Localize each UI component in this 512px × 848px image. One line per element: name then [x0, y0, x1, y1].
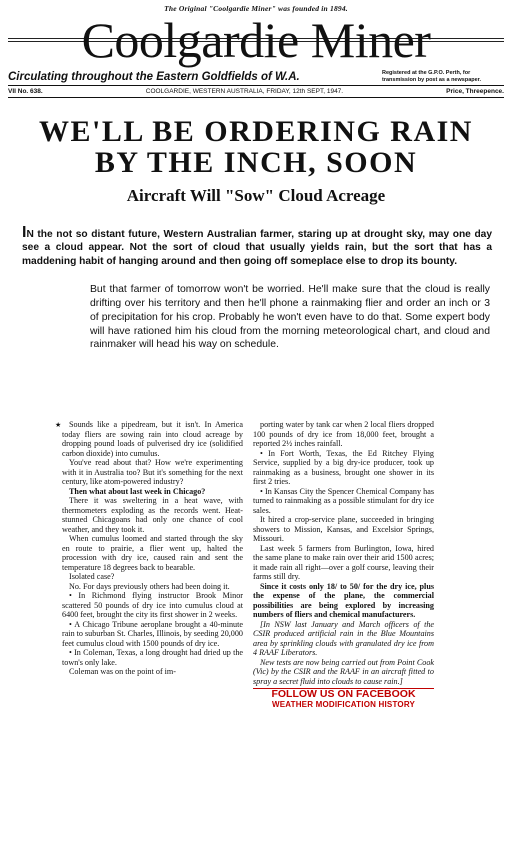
- article-paragraph: Since it costs only 18/ to 50/ for the dry ice, plus the expense of the plane, the commercial possibilities are being explored by increasing numbers of fliers and chemical manufacturers.: [253, 581, 434, 619]
- article-paragraph: When cumulus loomed and started through the sky en route to prairie, a flier went up, halted the procession with dry ice, caused rain and sent the temperature 18 degrees back to bearable.: [62, 534, 243, 572]
- registration-note: Registered at the G.P.O. Perth, for transmission by post as a newspaper.: [382, 70, 482, 83]
- circulation-line: Circulating throughout the Eastern Goldfields of W.A.: [8, 71, 300, 83]
- masthead: [8, 14, 504, 66]
- founded-note: The Original "Coolgardie Miner" was founded in 1894.: [164, 4, 348, 13]
- facebook-banner[interactable]: [253, 688, 434, 709]
- article-paragraph: [In NSW last January and March officers of the CSIR produced artificial rain in the Blue Mountains area by sprinkling clouds with granulated dry ice from 4 RAAF Liberators.: [253, 619, 434, 657]
- article-paragraph: • In Richmond flying instructor Brook Minor scattered 50 pounds of dry ice into cumulus cloud at 6400 feet, brought the city its first shower in 2 weeks.: [62, 591, 243, 619]
- second-paragraph: But that farmer of tomorrow won't be worried. He'll make sure that the cloud is really drifting over his territory and then he'll phone a rainmaking flier and order an inch or 3 of precipitation for his crop. Probably he won't even have to do that. Some expert body will have rationed him his cloud from the morning meteorological chart, and cloud and rainmaker will head his way on schedule.: [90, 284, 490, 351]
- drop-cap: I: [22, 224, 27, 241]
- intro-text: N the not so distant future, Western Australian farmer, staring up at drought sky, may one day see a cloud appear. Not the sort of cloud that usually yields rain, but the sort that has a maddening habit of hanging around and then going off someplace else to drop its bounty.: [22, 229, 492, 267]
- article-paragraph: No. For days previously others had been doing it.: [69, 581, 230, 591]
- article-paragraph: You've read about that? How we're experimenting with it in Australia too? But it's something for the next century, like atom-powered industry?: [62, 458, 243, 486]
- article-paragraph: Coleman was on the point of im-: [69, 667, 176, 676]
- headline: [8, 116, 504, 178]
- subheadline: Aircraft Will "Sow" Cloud Acreage: [126, 186, 386, 205]
- article-paragraph: porting water by tank car when 2 local fliers dropped 100 pounds of dry ice from 18,000 feet, brought a reported 2½ inches rainfall.: [253, 420, 434, 448]
- article-paragraph: It hired a crop-service plane, succeeded in bringing showers to Mission, Kansas, and Excelsior Springs, Missouri.: [253, 515, 434, 543]
- dateline-bar: [8, 86, 504, 98]
- headline-line-1: WE'LL BE ORDERING RAIN: [39, 115, 473, 148]
- intro-paragraph: [22, 226, 492, 268]
- star-icon: ★: [55, 421, 62, 429]
- article-paragraph: There it was sweltering in a heat wave, with thermometers exploding as the records went. Heat-stunned Chicagoans had only one chance of cool weather, and they took it.: [62, 496, 243, 534]
- volume-number: VII No. 638.: [8, 88, 43, 95]
- headline-line-2: BY THE INCH, SOON: [94, 146, 418, 179]
- facebook-follow-text[interactable]: FOLLOW US ON FACEBOOK: [271, 688, 416, 700]
- article-paragraph: • In Coleman, Texas, a long drought had dried up the town's only lake.: [62, 648, 243, 667]
- article-paragraph: New tests are now being carried out from Point Cook (Vic) by the CSIR and the RAAF in an aircraft fitted to spray a secret fluid into clouds to cause rain.]: [253, 657, 434, 686]
- article-paragraph: • A Chicago Tribune aeroplane brought a 40-minute rain to suburban St. Charles, Illinois, by seeding 20,000 feet cumulus cloud with 1500 pounds of dry ice.: [62, 619, 243, 648]
- article-paragraph: Last week 5 farmers from Burlington, Iowa, hired the same plane to make rain over their arid 1500 acres; it made rain all right—over a golf course, leaving their farms still dry.: [253, 543, 434, 581]
- article-columns: [55, 420, 434, 709]
- article-paragraph: Then what about last week in Chicago?: [69, 486, 206, 496]
- article-paragraph: • In Kansas City the Spencer Chemical Company has turned to rainmaking as a possible stimulant for dry ice sales.: [253, 486, 434, 515]
- article-paragraph: Isolated case?: [69, 572, 115, 581]
- price-text: Price, Threepence.: [446, 88, 504, 95]
- circulation-row: [8, 70, 504, 86]
- article-paragraph: Sounds like a pipedream, but it isn't. In America today fliers are sowing rain into cloud acreage by dropping pound loads of pulverised dry ice (solidified carbon dioxide) into cumulus.: [62, 420, 243, 458]
- article-column-right: [253, 420, 434, 709]
- dateline-text: COOLGARDIE, WESTERN AUSTRALIA, FRIDAY, 12th SEPT, 1947.: [145, 88, 344, 95]
- article-column-left: [55, 420, 243, 709]
- weather-history-text: WEATHER MODIFICATION HISTORY: [271, 699, 416, 709]
- article-paragraph: • In Fort Worth, Texas, the Ed Ritchey Flying Service, supplied by a big dry-ice producer, took up rainmaking as a business, brought one shower in its first 2 tries.: [253, 448, 434, 486]
- masthead-title: Coolgardie Miner: [81, 12, 431, 68]
- right-column-body: [253, 420, 434, 686]
